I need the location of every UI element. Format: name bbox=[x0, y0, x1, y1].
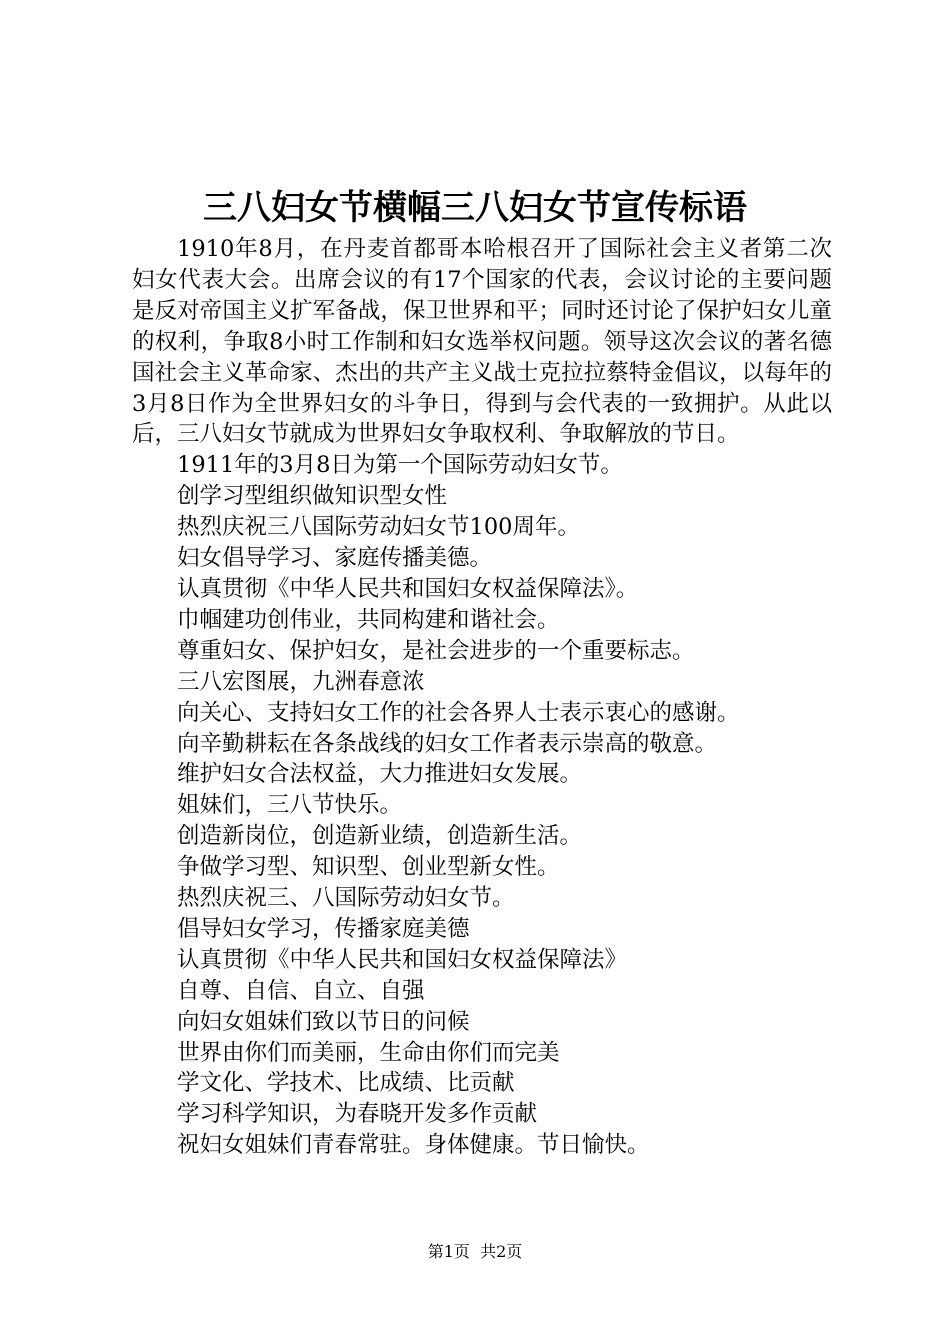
slogan-line: 争做学习型、知识型、创业型新女性。 bbox=[177, 854, 560, 881]
slogan-line: 热烈庆祝三、八国际劳动妇女节。 bbox=[177, 885, 515, 912]
slogan-list bbox=[132, 450, 832, 1161]
slogan-line: 尊重妇女、保护妇女，是社会进步的一个重要标志。 bbox=[177, 637, 695, 664]
intro-paragraph: 1910年8月，在丹麦首都哥本哈根召开了国际社会主义者第二次妇女代表大会。出席会议的有17个国家的代表，会议讨论的主要问题是反对帝国主义扩军备战，保卫世界和平；同时还讨论了保护妇女儿童的权利，争取8小时工作制和妇女选举权问题。领导这次会议的著名德国社会主义革命家、杰出的共产主义战士克拉拉蔡特金倡议，以每年的3月8日作为全世界妇女的斗争日，得到与会代表的一致拥护。从此以后，三八妇女节就成为世界妇女争取权利、争取解放的节日。 bbox=[132, 236, 832, 448]
page-footer: 第1页 共2页 bbox=[427, 1242, 523, 1261]
slogan-line: 妇女倡导学习、家庭传播美德。 bbox=[177, 545, 493, 572]
slogan-line: 向妇女姐妹们致以节日的问候 bbox=[177, 1008, 470, 1035]
document-title: 三八妇女节横幅三八妇女节宣传标语 bbox=[203, 188, 747, 228]
slogan-line: 巾帼建功创伟业，共同构建和谐社会。 bbox=[177, 606, 560, 633]
document-body bbox=[132, 234, 832, 1161]
slogan-line: 创造新岗位，创造新业绩，创造新生活。 bbox=[177, 823, 583, 850]
slogan-line: 向关心、支持妇女工作的社会各界人士表示衷心的感谢。 bbox=[177, 699, 740, 726]
slogan-line: 向辛勤耕耘在各条战线的妇女工作者表示崇高的敬意。 bbox=[177, 730, 718, 757]
slogan-line: 维护妇女合法权益，大力推进妇女发展。 bbox=[177, 761, 583, 788]
slogan-line: 认真贯彻《中华人民共和国妇女权益保障法》。 bbox=[177, 575, 639, 602]
slogan-line: 倡导妇女学习，传播家庭美德 bbox=[177, 915, 470, 942]
slogan-line: 三八宏图展，九洲春意浓 bbox=[177, 668, 425, 695]
slogan-line: 创学习型组织做知识型女性 bbox=[177, 483, 448, 510]
slogan-line: 学习科学知识，为春晓开发多作贡献 bbox=[177, 1101, 538, 1128]
slogan-line: 学文化、学技术、比成绩、比贡献 bbox=[177, 1070, 515, 1097]
slogan-line: 认真贯彻《中华人民共和国妇女权益保障法》 bbox=[177, 946, 628, 973]
slogan-line: 自尊、自信、自立、自强 bbox=[177, 977, 425, 1004]
slogan-line: 热烈庆祝三八国际劳动妇女节100周年。 bbox=[177, 514, 580, 541]
slogan-line: 祝妇女姐妹们青春常驻。身体健康。节日愉快。 bbox=[177, 1132, 650, 1159]
slogan-line: 姐妹们，三八节快乐。 bbox=[177, 792, 403, 819]
slogan-line: 1911年的3月8日为第一个国际劳动妇女节。 bbox=[177, 452, 623, 479]
slogan-line: 世界由你们而美丽，生命由你们而完美 bbox=[177, 1039, 560, 1066]
